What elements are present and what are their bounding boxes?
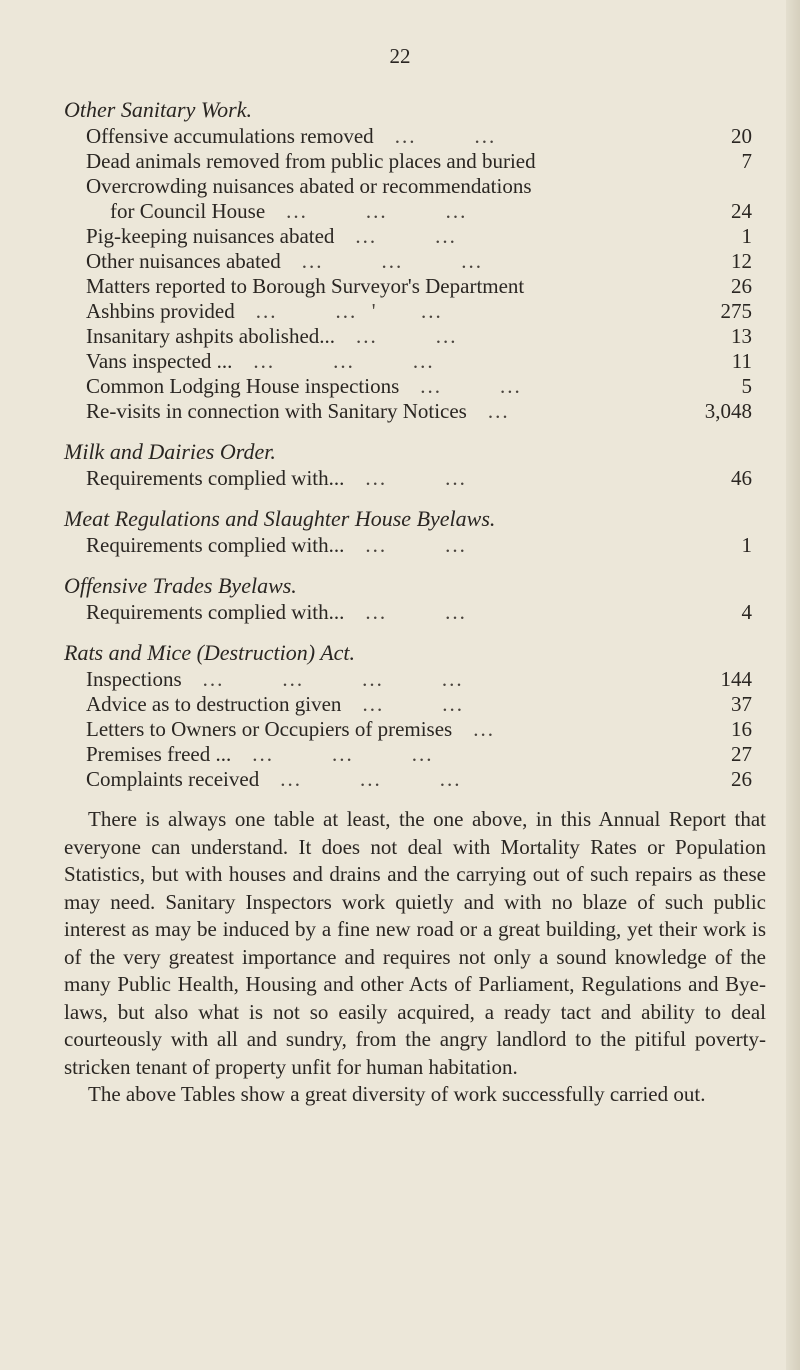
leader-dots: ... <box>487 399 510 423</box>
leader-dots: ... ... ... <box>253 349 435 373</box>
row-value: 11 <box>731 349 752 373</box>
leader-dots: ... <box>473 717 495 741</box>
row-label: Re-visits in connection with Sanitary Notices <box>86 399 467 423</box>
row-label: Requirements complied with... <box>86 466 345 490</box>
page-edge <box>786 0 800 1370</box>
leader-dots: ... ... <box>362 692 464 716</box>
row-label: Insanitary ashpits abolished... <box>86 324 336 348</box>
table-row <box>64 349 764 374</box>
section-rats <box>64 639 764 792</box>
leader-dots: ... ... <box>355 224 457 248</box>
row-value: 27 <box>731 742 752 766</box>
table-row <box>64 199 764 224</box>
table-row <box>64 174 764 199</box>
row-value: 1 <box>741 224 752 248</box>
row-value: 24 <box>731 199 752 223</box>
table-row <box>64 124 764 149</box>
leader-dots: ... ... <box>365 466 467 490</box>
leader-dots: ... ... ' ... <box>255 299 443 323</box>
body-paragraph: There is always one table at least, the one above, in this Annual Report that everyone can understand. It does not deal with Mortality Rates or Population Statistics, but with houses and drains and the carrying out of such repairs as these may need. Sanitary Inspectors work quietly and with no blaze of such public interest as may be induced by a fine new road or a great building, yet their work is of the very greatest importance and requires not only a sound knowledge of the many Public Health, Housing and other Acts of Parliament, Regulations and Bye-laws, but also what is not so easily acquired, a ready tact and ability to deal courteously with all and sundry, from the angry landlord to the pitiful poverty-stricken tenant of property unfit for human habitation. <box>64 807 766 1079</box>
table-row <box>64 533 764 558</box>
row-value: 20 <box>731 124 752 148</box>
row-value: 37 <box>731 692 752 716</box>
row-label: Pig-keeping nuisances abated <box>86 224 335 248</box>
page-number: 22 <box>389 44 411 68</box>
row-label: Dead animals removed from public places and buried <box>86 149 536 173</box>
table-row <box>64 399 764 424</box>
table-row <box>64 149 764 174</box>
row-value: 275 <box>720 299 752 323</box>
row-value: 26 <box>731 274 752 298</box>
row-value: 144 <box>720 667 752 691</box>
section-heading: Offensive Trades Byelaws. <box>64 573 297 598</box>
row-value: 4 <box>741 600 752 624</box>
leader-dots: ... ... <box>365 600 467 624</box>
row-label: Requirements complied with... <box>86 533 345 557</box>
row-value: 5 <box>741 374 752 398</box>
leader-dots: ... ... ... <box>280 767 462 791</box>
row-label: Overcrowding nuisances abated or recommendations <box>86 174 532 198</box>
section-heading: Meat Regulations and Slaughter House Byelaws. <box>64 506 496 531</box>
body-paragraph: The above Tables show a great diversity of work successfully carried out. <box>88 1082 706 1106</box>
row-label: Requirements complied with... <box>86 600 345 624</box>
row-label: Advice as to destruction given <box>86 692 342 716</box>
table-row <box>64 466 764 491</box>
row-value: 12 <box>731 249 752 273</box>
leader-dots: ... ... ... <box>301 249 484 273</box>
table-row <box>64 667 764 692</box>
row-value: 7 <box>741 149 752 173</box>
row-label: Complaints received <box>86 767 260 791</box>
row-label: Common Lodging House inspections <box>86 374 400 398</box>
leader-dots: ... ... ... ... <box>202 667 464 691</box>
leader-dots: ... ... <box>420 374 522 398</box>
leader-dots: ... ... <box>394 124 497 148</box>
table-row <box>64 692 764 717</box>
row-value: 1 <box>741 533 752 557</box>
row-value: 3,048 <box>704 399 752 423</box>
table-row <box>64 717 764 742</box>
leader-dots: ... ... ... <box>252 742 434 766</box>
table-row <box>64 767 764 792</box>
row-value: 16 <box>731 717 752 741</box>
table-row <box>64 742 764 767</box>
report-content <box>64 96 764 1109</box>
table-row <box>64 274 764 299</box>
row-label: Other nuisances abated <box>86 249 281 273</box>
row-value: 13 <box>731 324 752 348</box>
row-value: 26 <box>731 767 752 791</box>
row-value: 46 <box>731 466 752 490</box>
row-label: Inspections <box>86 667 182 691</box>
section-milk <box>64 438 764 491</box>
row-label: for Council House <box>110 199 266 223</box>
section-other-sanitary <box>64 96 764 424</box>
row-label: Matters reported to Borough Surveyor's Department <box>86 274 525 298</box>
table-row <box>64 299 764 324</box>
section-meat <box>64 505 764 558</box>
table-row <box>64 224 764 249</box>
section-heading: Rats and Mice (Destruction) Act. <box>64 640 356 665</box>
row-label: Premises freed ... <box>86 742 232 766</box>
row-label: Letters to Owners or Occupiers of premises <box>86 717 453 741</box>
row-label: Vans inspected ... <box>86 349 233 373</box>
section-offensive-trades <box>64 572 764 625</box>
row-label: Ashbins provided <box>86 299 235 323</box>
leader-dots: ... ... <box>356 324 458 348</box>
row-label: Offensive accumulations removed <box>86 124 374 148</box>
leader-dots: ... ... ... <box>286 199 468 223</box>
section-heading: Milk and Dairies Order. <box>64 439 276 464</box>
section-heading: Other Sanitary Work. <box>64 97 253 122</box>
table-row <box>64 249 764 274</box>
leader-dots: ... ... <box>365 533 467 557</box>
table-row <box>64 600 764 625</box>
table-row <box>64 374 764 399</box>
table-row <box>64 324 764 349</box>
